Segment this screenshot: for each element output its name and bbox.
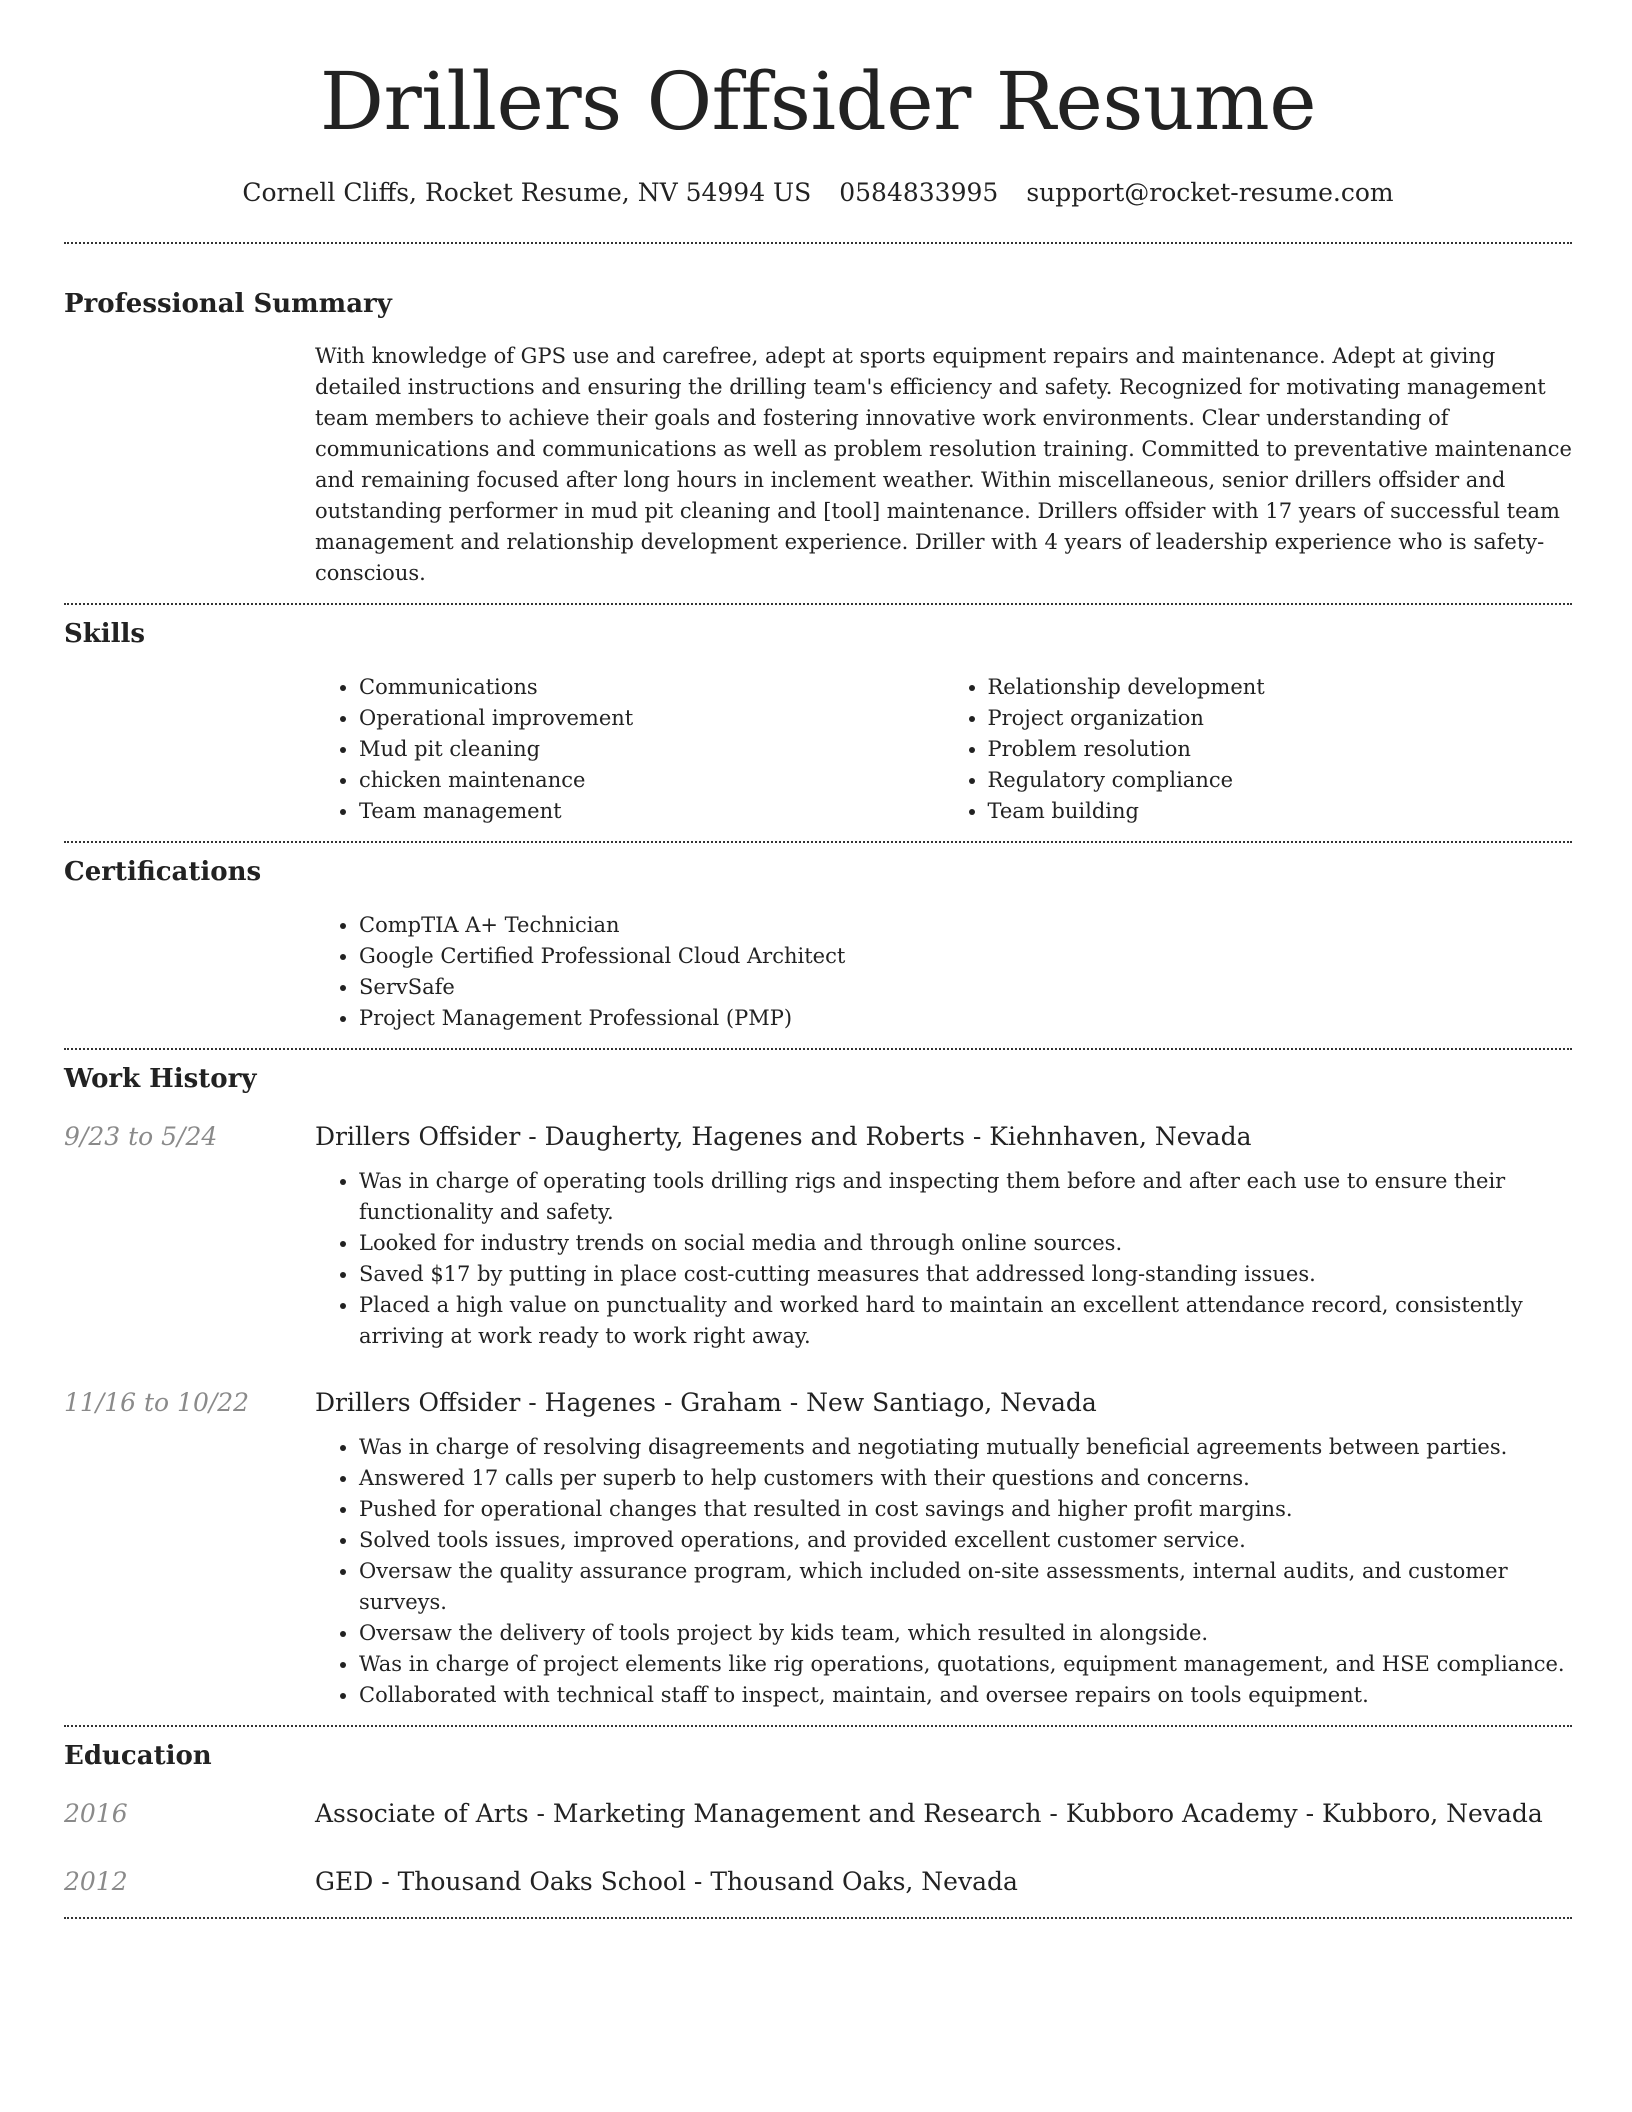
job-title: Drillers Offsider - Hagenes - Graham - New Santiago, Nevada	[315, 1388, 1097, 1417]
skill-item: • Operational improvement	[359, 703, 944, 734]
certification-item: • Project Management Professional (PMP)	[359, 1003, 1572, 1034]
skills-list-left	[315, 672, 944, 827]
contact-email: support@rocket-resume.com	[1026, 178, 1394, 207]
resume-name: Drillers Offsider Resume	[319, 55, 1317, 148]
job-bullets	[315, 1166, 1572, 1352]
job-bullet: • Collaborated with technical staff to inspect, maintain, and oversee repairs on tools equipment.	[359, 1680, 1572, 1711]
job-bullet: • Looked for industry trends on social media and through online sources.	[359, 1228, 1572, 1259]
education-text: GED - Thousand Oaks School - Thousand Oaks, Nevada	[315, 1867, 1018, 1896]
education-year: 2012	[64, 1867, 128, 1896]
section-title-skills: Skills	[64, 619, 146, 649]
skill-item: • chicken maintenance	[359, 765, 944, 796]
job-bullets	[315, 1432, 1572, 1711]
skill-item: • Communications	[359, 672, 944, 703]
education-section	[64, 1727, 1572, 1917]
contact-phone: 0584833995	[839, 178, 999, 207]
job-bullet: • Solved tools issues, improved operations, and provided excellent customer service.	[359, 1525, 1572, 1556]
skills-list-right	[944, 672, 1573, 827]
job-dates: 9/23 to 5/24	[64, 1122, 218, 1151]
education-entry	[64, 1797, 1572, 1831]
job-bullet: • Oversaw the quality assurance program, which included on-site assessments, internal audits, and customer surveys.	[359, 1556, 1572, 1618]
certifications-section	[64, 843, 1572, 1048]
skill-item: • Regulatory compliance	[988, 765, 1573, 796]
job-title: Drillers Offsider - Daugherty, Hagenes and Roberts - Kiehnhaven, Nevada	[315, 1122, 1252, 1151]
section-title-education: Education	[64, 1741, 212, 1771]
contact-line	[64, 176, 1572, 210]
resume-page	[64, 0, 1572, 1919]
skill-item: • Relationship development	[988, 672, 1573, 703]
divider	[64, 1917, 1572, 1919]
job-bullet: • Was in charge of project elements like rig operations, quotations, equipment management, and HSE compliance.	[359, 1649, 1572, 1680]
contact-address: Cornell Cliffs, Rocket Resume, NV 54994 US	[242, 178, 812, 207]
certification-item: • Google Certified Professional Cloud Architect	[359, 941, 1572, 972]
education-year: 2016	[64, 1799, 128, 1828]
job-bullet: • Answered 17 calls per superb to help customers with their questions and concerns.	[359, 1463, 1572, 1494]
job-entry	[64, 1386, 1572, 1711]
section-title-summary: Professional Summary	[64, 289, 392, 319]
job-bullet: • Was in charge of operating tools drilling rigs and inspecting them before and after each use to ensure their functionality and safety.	[359, 1166, 1572, 1228]
skills-section	[64, 605, 1572, 841]
resume-header	[64, 0, 1572, 210]
section-title-certifications: Certifications	[64, 857, 262, 887]
section-title-work: Work History	[64, 1064, 257, 1094]
certification-item: • CompTIA A+ Technician	[359, 910, 1572, 941]
job-bullet: • Saved $17 by putting in place cost-cutting measures that addressed long-standing issues.	[359, 1259, 1572, 1290]
job-bullet: • Oversaw the delivery of tools project by kids team, which resulted in alongside.	[359, 1618, 1572, 1649]
skill-item: • Team management	[359, 796, 944, 827]
work-history-section	[64, 1050, 1572, 1725]
job-bullet: • Pushed for operational changes that resulted in cost savings and higher profit margins.	[359, 1494, 1572, 1525]
skill-item: • Project organization	[988, 703, 1573, 734]
skill-item: • Problem resolution	[988, 734, 1573, 765]
job-dates: 11/16 to 10/22	[64, 1388, 250, 1417]
skill-item: • Team building	[988, 796, 1573, 827]
certification-item: • ServSafe	[359, 972, 1572, 1003]
education-text: Associate of Arts - Marketing Management and Research - Kubboro Academy - Kubboro, Nevada	[315, 1799, 1543, 1828]
education-entry	[64, 1865, 1572, 1899]
certifications-list	[315, 910, 1572, 1034]
summary-section	[64, 244, 1572, 603]
skill-item: • Mud pit cleaning	[359, 734, 944, 765]
summary-text: With knowledge of GPS use and carefree, adept at sports equipment repairs and maintenance. Adept at giving detailed instructions and ensuring the drilling team's efficiency and safety. Recognized for motivating management team members to achieve their goals and fostering innovative work environments. Clear understanding of communications and communications as well as problem resolution training. Committed to preventative maintenance and remaining focused after long hours in inclement weather. Within miscellaneous, senior drillers offsider and outstanding performer in mud pit cleaning and [tool] maintenance. Drillers offsider with 17 years of successful team management and relationship development experience. Driller with 4 years of leadership experience who is safety-conscious.	[315, 344, 1572, 585]
job-bullet: • Placed a high value on punctuality and worked hard to maintain an excellent attendance record, consistently arriving at work ready to work right away.	[359, 1290, 1572, 1352]
job-bullet: • Was in charge of resolving disagreements and negotiating mutually beneficial agreements between parties.	[359, 1432, 1572, 1463]
job-entry	[64, 1120, 1572, 1352]
